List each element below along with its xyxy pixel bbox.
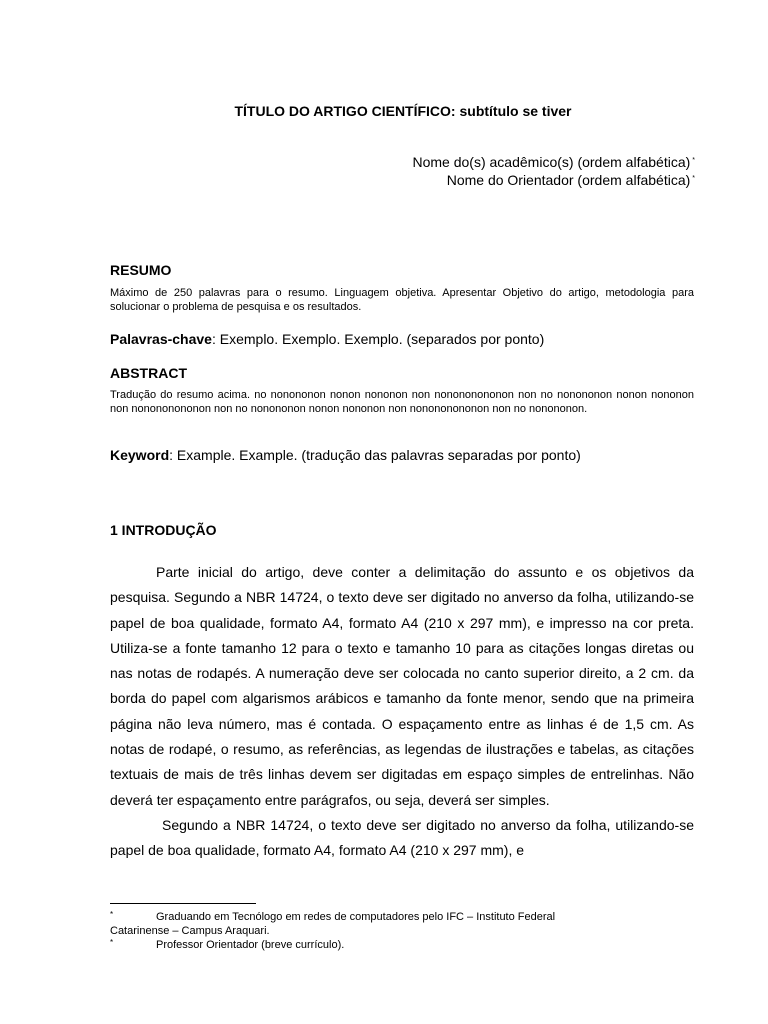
footnote-marker: * (692, 157, 695, 164)
footnotes (110, 910, 694, 952)
article-title: TÍTULO DO ARTIGO CIENTÍFICO: subtítulo se tiver (234, 103, 572, 119)
introducao-heading: 1 INTRODUÇÃO (110, 522, 217, 538)
introducao-body (110, 560, 694, 864)
abstract-text: Tradução do resumo acima. no nonononon nonon nononon non nonononononon non no nonononon nonon nononon non nonononononon non no nonononon nonon nononon non nonononononon non no nonononon. (110, 389, 694, 415)
footnote (110, 938, 694, 952)
footnote-marker: * (110, 910, 114, 919)
footnote (110, 910, 694, 938)
palavras-chave-text: : Exemplo. Exemplo. Exemplo. (separados por ponto) (211, 331, 545, 347)
advisor-name: Nome do Orientador (ordem alfabética) (446, 172, 691, 188)
palavras-chave-label: Palavras-chave (110, 331, 212, 347)
author-name: Nome do(s) acadêmico(s) (ordem alfabética) (412, 154, 691, 170)
footnote-divider (110, 903, 256, 904)
paragraph: Segundo a NBR 14724, o texto deve ser digitado no anverso da folha, utilizando-se papel de boa qualidade, formato A4, formato A4 (210 x 297 mm), e (110, 816, 694, 859)
keyword-line (110, 447, 581, 464)
palavras-chave-line (110, 331, 544, 348)
abstract-heading: ABSTRACT (110, 365, 187, 381)
advisor-line (413, 171, 696, 189)
author-line (413, 153, 696, 171)
footnote-text: Graduando em Tecnólogo em redes de computadores pelo IFC – Instituto Federal (156, 911, 556, 923)
footnote-text-continuation: Catarinense – Campus Araquari. (110, 925, 270, 937)
footnote-marker: * (110, 938, 114, 947)
footnote-marker: * (692, 175, 695, 182)
resumo-heading: RESUMO (110, 262, 172, 278)
authors-block (413, 153, 696, 189)
footnote-text: Professor Orientador (breve currículo). (156, 939, 345, 951)
resumo-text: Máximo de 250 palavras para o resumo. Linguagem objetiva. Apresentar Objetivo do artigo, metodologia para solucionar o problema de pesquisa e os resultados. (110, 287, 694, 313)
paragraph: Parte inicial do artigo, deve conter a delimitação do assunto e os objetivos da pesquisa. Segundo a NBR 14724, o texto deve ser digitado no anverso da folha, utilizando-se papel de boa qualidade, formato A4, formato A4 (210 x 297 mm), e impresso na cor preta. Utiliza-se a fonte tamanho 12 para o texto e tamanho 10 para as citações longas diretas ou nas notas de rodapés. A numeração deve ser colocada no canto superior direito, a 2 cm. da borda do papel com algarismos arábicos e tamanho da fonte menor, sendo que na primeira página não leva número, mas é contada. O espaçamento entre as linhas é de 1,5 cm. As notas de rodapé, o resumo, as referências, as legendas de ilustrações e tabelas, as citações textuais de mais de três linhas devem ser digitadas em espaço simples de entrelinhas. Não deverá ter espaçamento entre parágrafos, ou seja, deverá ser simples. (110, 564, 694, 808)
keyword-text: : Example. Example. (tradução das palavras separadas por ponto) (169, 447, 581, 463)
keyword-label: Keyword (110, 447, 170, 463)
